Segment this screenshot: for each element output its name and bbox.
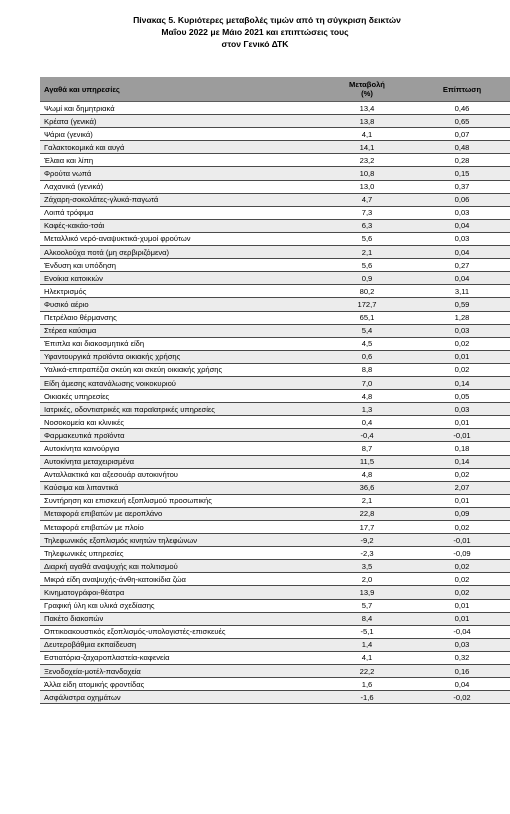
row-item-name: Δευτεροβάθμια εκπαίδευση [40,638,322,651]
row-contribution-value: -0,04 [412,625,510,638]
table-row [40,416,510,429]
row-item-name: Υφαντουργικά προϊόντα οικιακής χρήσης [40,350,322,363]
row-contribution-value: 0,01 [412,494,510,507]
row-item-name: Μεταφορά επιβατών με πλοίο [40,521,322,534]
table-row [40,429,510,442]
row-item-name: Τηλεφωνικές υπηρεσίες [40,547,322,560]
row-contribution-value: 0,18 [412,442,510,455]
row-item-name: Καφές-κακάο-τσάι [40,219,322,232]
table-row [40,599,510,612]
table-row [40,128,510,141]
table-row [40,494,510,507]
row-contribution-value: 0,16 [412,665,510,678]
row-contribution-value: 0,37 [412,180,510,193]
table-title [0,14,510,50]
row-contribution-value: 0,07 [412,128,510,141]
header-change-percent [322,77,412,102]
row-change-value: 5,6 [322,232,412,245]
title-line-1: Πίνακας 5. Κυριότερες μεταβολές τιμών από τη σύγκριση δεικτών [133,15,401,25]
row-item-name: Φρούτα νωπά [40,167,322,180]
price-changes-table-container [40,77,510,704]
row-change-value: 2,1 [322,246,412,259]
row-item-name: Στέρεα καύσιμα [40,324,322,337]
table-row [40,246,510,259]
row-item-name: Άλλα είδη ατομικής φροντίδας [40,678,322,691]
row-contribution-value: 0,04 [412,219,510,232]
table-row [40,167,510,180]
row-change-value: 8,4 [322,612,412,625]
table-row [40,311,510,324]
table-row [40,612,510,625]
row-change-value: 4,1 [322,128,412,141]
row-contribution-value: 0,03 [412,206,510,219]
row-item-name: Νοσοκομεία και κλινικές [40,416,322,429]
row-contribution-value: -0,01 [412,429,510,442]
row-item-name: Αλκοολούχα ποτά (μη σερβιριζόμενα) [40,246,322,259]
table-row [40,272,510,285]
table-row [40,625,510,638]
row-contribution-value: 0,02 [412,521,510,534]
row-change-value: 6,3 [322,219,412,232]
row-contribution-value: 2,07 [412,481,510,494]
row-item-name: Λοιπά τρόφιμα [40,206,322,219]
table-row [40,285,510,298]
row-change-value: 0,6 [322,350,412,363]
table-row [40,403,510,416]
table-row [40,376,510,389]
row-contribution-value: 0,59 [412,298,510,311]
row-contribution-value: 0,27 [412,259,510,272]
row-change-value: 4,7 [322,193,412,206]
row-contribution-value: 0,04 [412,678,510,691]
table-row [40,259,510,272]
row-item-name: Κρέατα (γενικά) [40,115,322,128]
document-page [0,14,510,814]
table-row [40,102,510,115]
row-contribution-value: 0,32 [412,651,510,664]
row-change-value: 2,0 [322,573,412,586]
row-item-name: Ηλεκτρισμός [40,285,322,298]
row-item-name: Πετρέλαιο θέρμανσης [40,311,322,324]
row-contribution-value: 0,03 [412,403,510,416]
table-row [40,691,510,704]
table-row [40,232,510,245]
row-item-name: Μεταλλικό νερό-αναψυκτικά-χυμοί φρούτων [40,232,322,245]
row-contribution-value: 0,28 [412,154,510,167]
row-item-name: Ένδυση και υπόδηση [40,259,322,272]
row-change-value: 8,8 [322,363,412,376]
row-item-name: Ιατρικές, οδοντιατρικές και παραϊατρικές υπηρεσίες [40,403,322,416]
row-change-value: 65,1 [322,311,412,324]
table-row [40,481,510,494]
row-contribution-value: 0,02 [412,573,510,586]
row-item-name: Ξενοδοχεία-μοτέλ-πανδοχεία [40,665,322,678]
header-change-unit: (%) [361,89,373,98]
row-item-name: Καύσιμα και λιπαντικά [40,481,322,494]
row-contribution-value: 0,02 [412,363,510,376]
title-line-2: Μαΐου 2022 με Μάιο 2021 και επιπτώσεις τους [161,27,349,37]
row-change-value: 172,7 [322,298,412,311]
table-header [40,77,510,102]
row-contribution-value: 0,14 [412,455,510,468]
row-change-value: 5,7 [322,599,412,612]
table-row [40,363,510,376]
table-row [40,455,510,468]
row-contribution-value: 0,65 [412,115,510,128]
row-contribution-value: 0,14 [412,376,510,389]
row-contribution-value: 0,15 [412,167,510,180]
row-item-name: Λαχανικά (γενικά) [40,180,322,193]
row-change-value: 3,5 [322,560,412,573]
row-contribution-value: -0,01 [412,534,510,547]
table-row [40,350,510,363]
table-row [40,651,510,664]
row-change-value: 8,7 [322,442,412,455]
row-contribution-value: 0,05 [412,390,510,403]
row-change-value: -5,1 [322,625,412,638]
row-change-value: 13,9 [322,586,412,599]
row-change-value: -0,4 [322,429,412,442]
row-item-name: Κινηματογράφοι-θέατρα [40,586,322,599]
row-contribution-value: 0,01 [412,416,510,429]
row-item-name: Τηλεφωνικός εξοπλισμός κινητών τηλεφώνων [40,534,322,547]
row-change-value: 5,4 [322,324,412,337]
row-change-value: -1,6 [322,691,412,704]
table-row [40,534,510,547]
row-contribution-value: 0,01 [412,599,510,612]
header-change-label: Μεταβολή [349,80,385,89]
row-item-name: Εστιατόρια-ζαχαροπλαστεία-καφενεία [40,651,322,664]
row-item-name: Πακέτο διακοπών [40,612,322,625]
row-contribution-value: 0,09 [412,507,510,520]
table-row [40,390,510,403]
header-contribution: Επίπτωση [412,77,510,102]
table-row [40,638,510,651]
row-item-name: Ενοίκια κατοικιών [40,272,322,285]
row-change-value: 13,8 [322,115,412,128]
table-row [40,521,510,534]
table-row [40,678,510,691]
row-contribution-value: 0,04 [412,246,510,259]
row-change-value: 23,2 [322,154,412,167]
table-row [40,324,510,337]
row-item-name: Υαλικά-επιτραπέζια σκεύη και σκεύη οικιακής χρήσης [40,363,322,376]
row-change-value: 5,6 [322,259,412,272]
row-change-value: 11,5 [322,455,412,468]
table-row [40,206,510,219]
row-contribution-value: 0,01 [412,350,510,363]
price-changes-table [40,77,510,704]
row-change-value: -9,2 [322,534,412,547]
row-contribution-value: 0,48 [412,141,510,154]
row-item-name: Ανταλλακτικά και αξεσουάρ αυτοκινήτου [40,468,322,481]
row-contribution-value: 0,03 [412,638,510,651]
row-change-value: 17,7 [322,521,412,534]
table-row [40,442,510,455]
row-change-value: 22,8 [322,507,412,520]
row-change-value: 80,2 [322,285,412,298]
table-row [40,665,510,678]
header-goods-services: Αγαθά και υπηρεσίες [40,77,322,102]
row-change-value: 4,8 [322,390,412,403]
row-contribution-value: 0,02 [412,586,510,599]
row-item-name: Συντήρηση και επισκευή εξοπλισμού προσωπικής [40,494,322,507]
row-item-name: Γαλακτοκομικά και αυγά [40,141,322,154]
table-row [40,586,510,599]
row-contribution-value: 0,02 [412,560,510,573]
row-item-name: Ψάρια (γενικά) [40,128,322,141]
row-contribution-value: -0,09 [412,547,510,560]
row-change-value: 4,8 [322,468,412,481]
table-row [40,507,510,520]
row-change-value: 7,0 [322,376,412,389]
row-item-name: Έπιπλα και διακοσμητικά είδη [40,337,322,350]
row-item-name: Διαρκή αγαθά αναψυχής και πολιτισμού [40,560,322,573]
table-row [40,154,510,167]
row-change-value: 4,1 [322,651,412,664]
row-contribution-value: 0,01 [412,612,510,625]
table-row [40,298,510,311]
row-change-value: 1,3 [322,403,412,416]
row-item-name: Είδη άμεσης κατανάλωσης νοικοκυριού [40,376,322,389]
row-item-name: Ψωμί και δημητριακά [40,102,322,115]
row-change-value: 10,8 [322,167,412,180]
table-row [40,468,510,481]
row-item-name: Αυτοκίνητα μεταχειρισμένα [40,455,322,468]
table-row [40,573,510,586]
row-item-name: Φυσικό αέριο [40,298,322,311]
row-contribution-value: 0,03 [412,324,510,337]
row-change-value: 0,4 [322,416,412,429]
row-contribution-value: 0,02 [412,337,510,350]
row-change-value: 13,0 [322,180,412,193]
row-change-value: 4,5 [322,337,412,350]
header-row [40,77,510,102]
table-row [40,180,510,193]
title-line-3: στον Γενικό ΔΤΚ [221,39,289,49]
row-item-name: Ασφάλιστρα οχημάτων [40,691,322,704]
table-row [40,193,510,206]
row-change-value: 1,6 [322,678,412,691]
row-contribution-value: 1,28 [412,311,510,324]
row-change-value: 1,4 [322,638,412,651]
row-contribution-value: 3,11 [412,285,510,298]
row-change-value: -2,3 [322,547,412,560]
row-contribution-value: 0,02 [412,468,510,481]
table-row [40,115,510,128]
row-change-value: 36,6 [322,481,412,494]
table-row [40,547,510,560]
row-change-value: 22,2 [322,665,412,678]
row-item-name: Μεταφορά επιβατών με αεροπλάνο [40,507,322,520]
row-item-name: Μικρά είδη αναψυχής-άνθη-κατοικίδια ζώα [40,573,322,586]
row-item-name: Ζάχαρη-σοκολάτες-γλυκά-παγωτά [40,193,322,206]
row-contribution-value: 0,06 [412,193,510,206]
table-row [40,337,510,350]
table-row [40,219,510,232]
row-item-name: Αυτοκίνητα καινούργια [40,442,322,455]
row-item-name: Γραφική ύλη και υλικά σχεδίασης [40,599,322,612]
row-contribution-value: 0,03 [412,232,510,245]
row-change-value: 7,3 [322,206,412,219]
table-row [40,141,510,154]
row-change-value: 14,1 [322,141,412,154]
row-contribution-value: 0,46 [412,102,510,115]
table-body [40,102,510,704]
row-contribution-value: 0,04 [412,272,510,285]
table-row [40,560,510,573]
row-contribution-value: -0,02 [412,691,510,704]
row-item-name: Οπτικοακουστικός εξοπλισμός-υπολογιστές-επισκευές [40,625,322,638]
row-change-value: 13,4 [322,102,412,115]
row-item-name: Φαρμακευτικά προϊόντα [40,429,322,442]
row-change-value: 0,9 [322,272,412,285]
row-item-name: Έλαια και λίπη [40,154,322,167]
row-change-value: 2,1 [322,494,412,507]
row-item-name: Οικιακές υπηρεσίες [40,390,322,403]
